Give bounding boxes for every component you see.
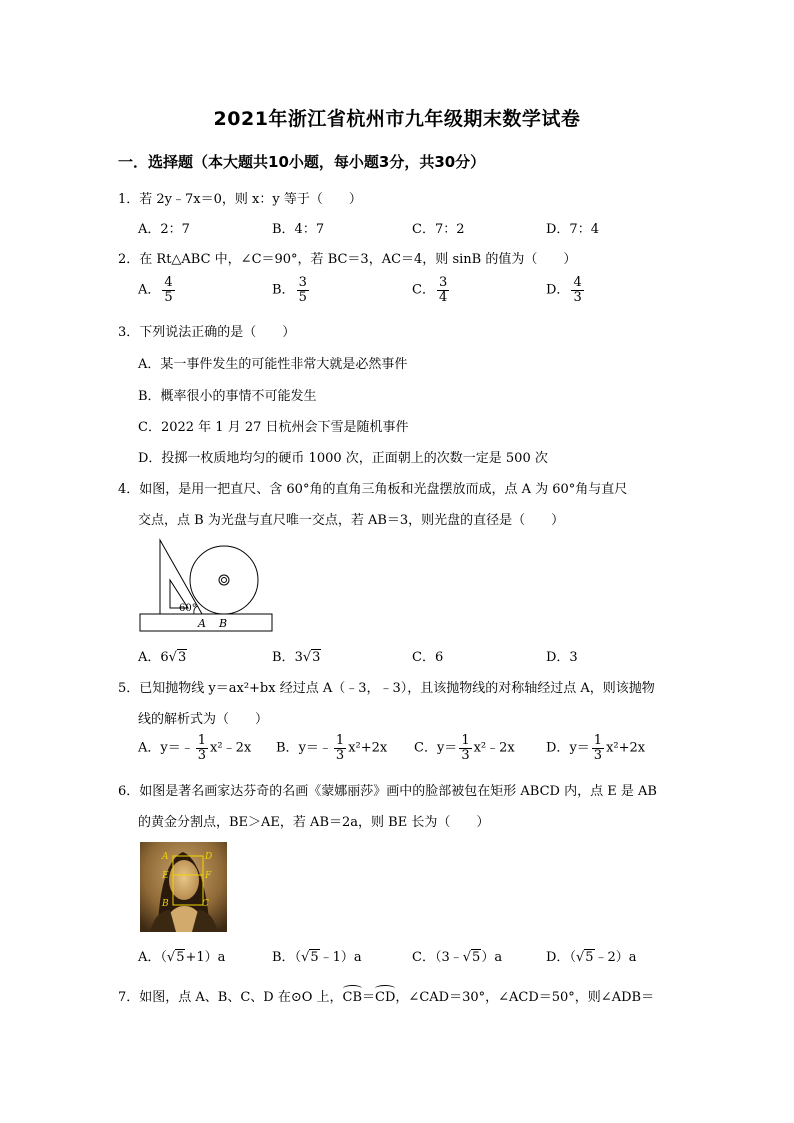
denominator: 3 [197, 747, 207, 763]
expr-open: （3﹣ [434, 950, 463, 965]
label-b: B [162, 899, 169, 909]
q3-option-d: D．投掷一枚质地均匀的硬币 1000 次，正面朝上的次数一定是 500 次 [138, 451, 548, 466]
q7-prefix: 7．如图，点 A、B、C、D 在⊙O 上， [118, 990, 343, 1005]
fraction [297, 276, 309, 304]
q2-option-a [138, 276, 177, 304]
option-label: A． [138, 650, 161, 665]
fraction [459, 734, 471, 762]
question-1-stem: 1．若 2y﹣7x＝0，则 x：y 等于（ ） [118, 192, 362, 207]
q4-option-b [272, 646, 321, 665]
sqrt-sign: √ [168, 650, 177, 665]
sqrt-sign: √ [166, 950, 176, 965]
radicand: 3 [177, 650, 187, 665]
option-label: A． [138, 740, 161, 756]
q1-option-c: C．7：2 [412, 222, 465, 237]
q2-option-c [412, 276, 451, 304]
label-f: F [205, 871, 212, 881]
option-label: D． [546, 282, 570, 298]
option-label: B． [272, 950, 295, 965]
question-6-stem-line2: 的黄金分割点，BE＞AE，若 AB＝2a，则 BE 长为（ ） [138, 815, 490, 830]
coefficient: 6 [160, 650, 169, 665]
expr-prefix: y＝ [436, 740, 458, 756]
q2-option-b [272, 276, 311, 304]
expr-close: ﹣1）a [319, 950, 362, 965]
numerator: 1 [197, 733, 207, 748]
ruler [140, 614, 272, 631]
denominator: 5 [298, 289, 307, 305]
label-a: A [162, 852, 169, 862]
q5-option-c [414, 734, 515, 762]
question-5-stem-line2: 线的解析式为（ ） [138, 712, 269, 727]
expr-suffix: x²+2x [606, 740, 646, 756]
q5-option-b [276, 734, 387, 762]
expr-prefix: y＝ [569, 740, 590, 756]
option-label: D． [546, 950, 570, 965]
expr-close: ）a [481, 950, 503, 965]
question-4-stem-line1: 4．如图，是用一把直尺、含 60°角的直角三角板和光盘摆放而成，点 A 为 60°角与直尺 [118, 482, 628, 497]
angle-label: 60° [179, 603, 197, 614]
denominator: 3 [461, 747, 470, 763]
option-label: C． [414, 740, 437, 756]
q3-option-c: C．2022 年 1 月 27 日杭州会下雪是随机事件 [138, 420, 409, 435]
option-label: D． [546, 740, 570, 756]
q3-option-a: A．某一事件发生的可能性非常大就是必然事件 [138, 357, 408, 372]
q7-suffix: ，∠CAD＝30°，∠ACD＝50°，则∠ADB＝ [395, 990, 655, 1005]
fraction [334, 734, 346, 762]
fraction [437, 276, 449, 304]
q6-option-b [272, 946, 362, 965]
fraction [196, 734, 208, 762]
option-label: A． [138, 282, 161, 298]
q1-option-b: B．4：7 [272, 222, 325, 237]
label-d: D [205, 852, 213, 862]
denominator: 3 [335, 747, 345, 763]
sqrt-sign: √ [462, 950, 472, 965]
q1-option-a: A．2：7 [138, 222, 190, 237]
q4-option-c: C．6 [412, 650, 444, 665]
option-label: A． [138, 950, 161, 965]
denominator: 3 [573, 289, 582, 305]
disc-hole-outer [219, 575, 229, 585]
radicand: 5 [176, 950, 185, 965]
question-6-stem-line1: 6．如图是著名画家达芬奇的名画《蒙娜丽莎》画中的脸部被包在矩形 ABCD 内，点 E 是 AB [118, 784, 657, 799]
point-b-label: B [219, 617, 228, 630]
sqrt-sign: √ [575, 950, 585, 965]
equals-sign: ＝ [362, 990, 376, 1005]
arc-cd: CD [375, 990, 396, 1005]
question-2-stem: 2．在 Rt△ABC 中，∠C＝90°，若 BC＝3，AC＝4，则 sinB 的值为（ ） [118, 252, 577, 267]
page-title: 2021年浙江省杭州市九年级期末数学试卷 [213, 108, 581, 130]
section-heading: 一．选择题（本大题共10小题，每小题3分，共30分） [118, 153, 486, 171]
ruler-triangle-disc-figure [138, 538, 276, 634]
numerator: 1 [335, 733, 345, 748]
option-label: B． [272, 282, 295, 298]
numerator: 1 [593, 733, 603, 748]
label-e: E [162, 871, 169, 881]
coefficient: 3 [294, 650, 303, 665]
label-c: C [202, 899, 209, 909]
mona-lisa-image [140, 842, 227, 932]
question-5-stem-line1: 5．已知抛物线 y＝ax²+bx 经过点 A（﹣3，﹣3），且该抛物线的对称轴经过点 A，则该抛物 [118, 681, 655, 696]
disc [190, 546, 258, 614]
denominator: 4 [438, 289, 448, 305]
disc-hole-inner [222, 578, 227, 583]
q5-option-a [138, 734, 251, 762]
expr-close: ﹣2）a [594, 950, 637, 965]
expr-open: （ [569, 950, 576, 965]
q4-option-a [138, 646, 187, 665]
q5-option-d [546, 734, 645, 762]
radicand: 5 [472, 950, 481, 965]
point-a-label: A [198, 617, 206, 630]
option-label: C． [412, 950, 435, 965]
option-label: C． [412, 282, 435, 298]
expr-open: （ [160, 950, 167, 965]
denominator: 5 [164, 289, 173, 305]
arc-cb: CB [342, 990, 363, 1005]
q3-option-b: B．概率很小的事情不可能发生 [138, 389, 317, 404]
fraction [592, 734, 604, 762]
numerator: 3 [298, 275, 307, 290]
question-3-stem: 3．下列说法正确的是（ ） [118, 325, 296, 340]
expr-close: +1）a [185, 950, 226, 965]
q6-option-c [412, 946, 502, 965]
q1-option-d: D．7：4 [546, 222, 599, 237]
option-label: B． [272, 650, 295, 665]
numerator: 3 [438, 275, 448, 290]
radicand: 5 [310, 950, 319, 965]
radicand: 5 [585, 950, 594, 965]
numerator: 4 [573, 275, 582, 290]
expr-open: （ [294, 950, 302, 965]
fraction [162, 276, 174, 304]
numerator: 4 [164, 275, 173, 290]
question-4-stem-line2: 交点，点 B 为光盘与直尺唯一交点，若 AB＝3，则光盘的直径是（ ） [138, 513, 565, 528]
sqrt-sign: √ [302, 650, 312, 665]
numerator: 1 [461, 733, 470, 748]
expr-suffix: x²﹣2x [210, 740, 252, 756]
question-7-stem [118, 986, 654, 1005]
option-label: B． [276, 740, 299, 756]
radicand: 3 [312, 650, 321, 665]
expr-prefix: y＝﹣ [160, 740, 194, 756]
expr-prefix: y＝﹣ [298, 740, 332, 756]
q6-option-d [546, 946, 637, 965]
fraction [571, 276, 583, 304]
q6-option-a [138, 946, 225, 965]
q4-option-d: D．3 [546, 650, 578, 665]
sqrt-sign: √ [301, 950, 310, 965]
expr-suffix: x²﹣2x [473, 740, 515, 756]
expr-suffix: x²+2x [348, 740, 388, 756]
denominator: 3 [593, 747, 603, 763]
q2-option-d [546, 276, 586, 304]
